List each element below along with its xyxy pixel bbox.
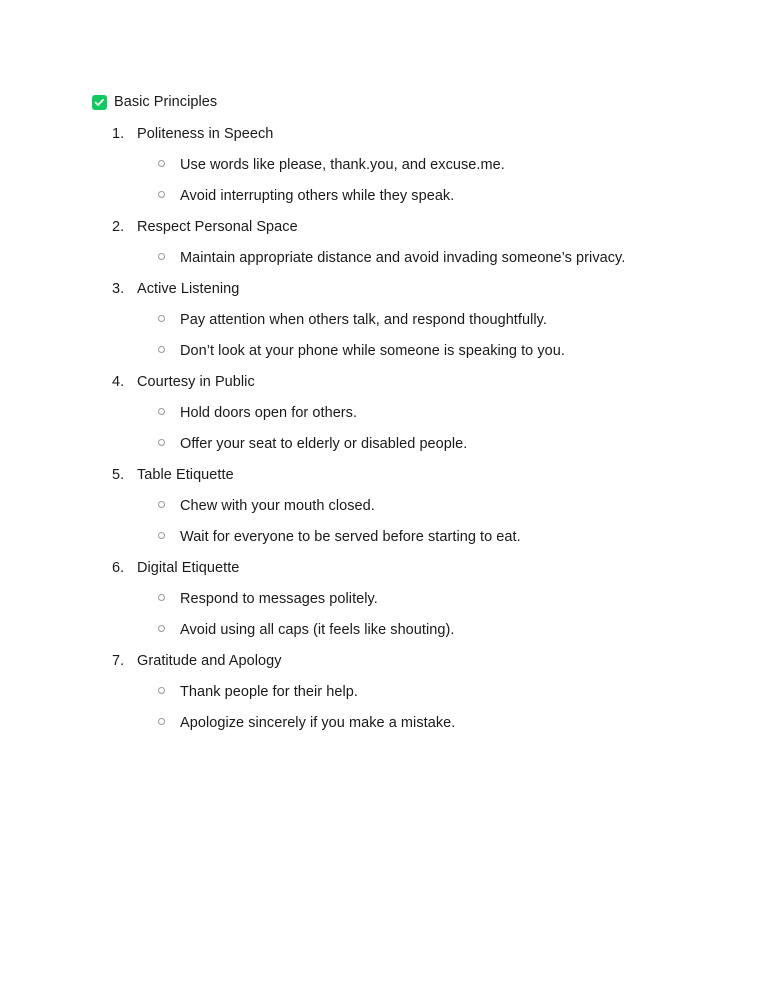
checkbox-checked-icon[interactable] (92, 95, 107, 110)
hollow-circle-bullet-icon (158, 315, 165, 322)
sub-list-item (0, 310, 768, 341)
list-item-title: Gratitude and Apology (137, 653, 282, 669)
hollow-circle-bullet-icon (158, 439, 165, 446)
sub-list-item-text: Don’t look at your phone while someone is speaking to you. (180, 343, 565, 359)
list-item (0, 217, 768, 279)
list-item-title: Digital Etiquette (137, 560, 240, 576)
hollow-circle-bullet-icon (158, 532, 165, 539)
hollow-circle-bullet-icon (158, 687, 165, 694)
hollow-circle-bullet-icon (158, 408, 165, 415)
numbered-item-row (0, 558, 768, 589)
list-number: 7. (112, 653, 125, 669)
list-number: 3. (112, 281, 125, 297)
numbered-item-row (0, 372, 768, 403)
sub-list-item-text: Apologize sincerely if you make a mistake. (180, 715, 456, 731)
numbered-item-row (0, 465, 768, 496)
list-number: 1. (112, 126, 125, 142)
sub-list-item (0, 527, 768, 558)
numbered-item-row (0, 651, 768, 682)
hollow-circle-bullet-icon (158, 160, 165, 167)
sub-list-item-text: Pay attention when others talk, and respond thoughtfully. (180, 312, 547, 328)
list-item (0, 372, 768, 465)
page-title: Basic Principles (114, 94, 218, 110)
sub-list-item-text: Avoid interrupting others while they speak. (180, 188, 455, 204)
list-item-title: Active Listening (137, 281, 240, 297)
hollow-circle-bullet-icon (158, 253, 165, 260)
list-number: 6. (112, 560, 125, 576)
numbered-item-row (0, 124, 768, 155)
sub-list-item-text: Thank people for their help. (180, 684, 358, 700)
numbered-list (0, 124, 768, 744)
list-item-title: Table Etiquette (137, 467, 234, 483)
numbered-item-row (0, 279, 768, 310)
sub-list-item-text: Use words like please, thank.you, and excuse.me. (180, 157, 505, 173)
list-number: 4. (112, 374, 125, 390)
list-item (0, 651, 768, 744)
hollow-circle-bullet-icon (158, 346, 165, 353)
hollow-circle-bullet-icon (158, 501, 165, 508)
sub-list-item-text: Hold doors open for others. (180, 405, 358, 421)
sub-list-item (0, 434, 768, 465)
sub-list-item (0, 403, 768, 434)
sub-list-item (0, 155, 768, 186)
list-item (0, 279, 768, 372)
hollow-circle-bullet-icon (158, 191, 165, 198)
sub-list-item (0, 341, 768, 372)
list-item (0, 558, 768, 651)
hollow-circle-bullet-icon (158, 594, 165, 601)
hollow-circle-bullet-icon (158, 718, 165, 725)
list-item (0, 124, 768, 217)
sub-list-item (0, 620, 768, 651)
list-number: 2. (112, 219, 125, 235)
sub-list-item-text: Offer your seat to elderly or disabled people. (180, 436, 468, 452)
sub-list-item (0, 248, 768, 279)
sub-list-item-text: Respond to messages politely. (180, 591, 378, 607)
sub-list-item (0, 589, 768, 620)
sub-list-item-text: Avoid using all caps (it feels like shouting). (180, 622, 455, 638)
sub-list-item-text: Maintain appropriate distance and avoid invading someone’s privacy. (180, 250, 626, 266)
list-item-title: Respect Personal Space (137, 219, 298, 235)
sub-list-item (0, 496, 768, 527)
sub-list-item-text: Chew with your mouth closed. (180, 498, 375, 514)
list-item (0, 465, 768, 558)
sub-list-item (0, 186, 768, 217)
sub-list-item (0, 713, 768, 744)
numbered-item-row (0, 217, 768, 248)
sub-list-item-text: Wait for everyone to be served before starting to eat. (180, 529, 521, 545)
heading-row (92, 93, 217, 112)
list-item-title: Politeness in Speech (137, 126, 274, 142)
hollow-circle-bullet-icon (158, 625, 165, 632)
list-number: 5. (112, 467, 125, 483)
sub-list-item (0, 682, 768, 713)
list-item-title: Courtesy in Public (137, 374, 255, 390)
